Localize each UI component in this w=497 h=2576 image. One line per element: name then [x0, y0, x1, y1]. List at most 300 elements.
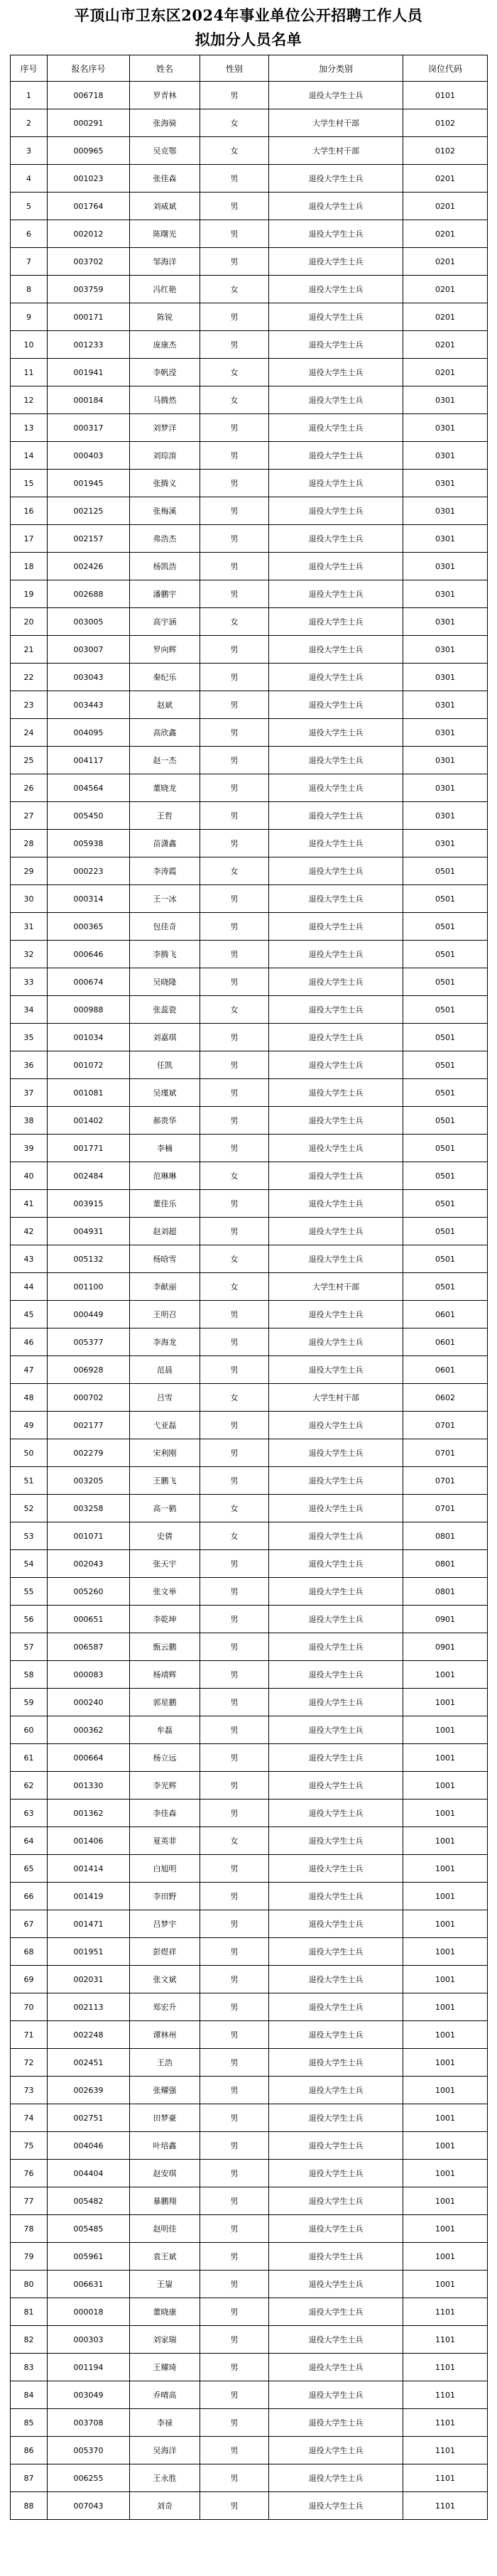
reg-number-cell: 005482 — [48, 2187, 130, 2215]
post-code-cell: 0501 — [403, 1051, 488, 1079]
candidates-table — [10, 55, 488, 2520]
table-row — [11, 276, 488, 303]
name-cell: 袁王斌 — [130, 2243, 200, 2271]
name-cell: 李腾飞 — [130, 941, 200, 968]
bonus-category-cell: 大学生村干部 — [269, 1273, 403, 1301]
bonus-category-cell: 退役大学生士兵 — [269, 2049, 403, 2077]
reg-number-cell: 003043 — [48, 664, 130, 691]
bonus-category-cell: 退役大学生士兵 — [269, 1495, 403, 1522]
table-row — [11, 2077, 488, 2104]
gender-cell: 女 — [200, 109, 269, 137]
bonus-category-cell: 退役大学生士兵 — [269, 2354, 403, 2381]
bonus-category-cell: 退役大学生士兵 — [269, 1800, 403, 1827]
bonus-category-cell: 退役大学生士兵 — [269, 2271, 403, 2298]
row-number-cell: 27 — [11, 802, 48, 830]
reg-number-cell: 002043 — [48, 1550, 130, 1578]
table-row — [11, 303, 488, 331]
reg-number-cell: 003005 — [48, 608, 130, 636]
post-code-cell: 0601 — [403, 1356, 488, 1384]
bonus-category-cell: 退役大学生士兵 — [269, 996, 403, 1024]
reg-number-cell: 002279 — [48, 1439, 130, 1467]
table-row — [11, 636, 488, 664]
row-number-cell: 61 — [11, 1744, 48, 1772]
bonus-category-cell: 退役大学生士兵 — [269, 747, 403, 774]
bonus-category-cell: 退役大学生士兵 — [269, 1301, 403, 1328]
table-row — [11, 1522, 488, 1550]
table-row — [11, 1827, 488, 1855]
table-row — [11, 747, 488, 774]
reg-number-cell: 001419 — [48, 1883, 130, 1910]
table-row — [11, 1993, 488, 2021]
row-number-cell: 71 — [11, 2021, 48, 2049]
bonus-category-cell: 退役大学生士兵 — [269, 1550, 403, 1578]
post-code-cell: 0901 — [403, 1606, 488, 1633]
bonus-category-cell: 退役大学生士兵 — [269, 1744, 403, 1772]
row-number-cell: 74 — [11, 2104, 48, 2132]
post-code-cell: 0301 — [403, 830, 488, 857]
gender-cell: 男 — [200, 1966, 269, 1993]
reg-number-cell: 002484 — [48, 1162, 130, 1190]
table-row — [11, 1218, 488, 1245]
table-row — [11, 331, 488, 359]
post-code-cell: 1001 — [403, 1827, 488, 1855]
row-number-cell: 8 — [11, 276, 48, 303]
gender-cell: 男 — [200, 1633, 269, 1661]
reg-number-cell: 001072 — [48, 1051, 130, 1079]
bonus-category-cell: 退役大学生士兵 — [269, 276, 403, 303]
gender-cell: 女 — [200, 137, 269, 165]
reg-number-cell: 006928 — [48, 1356, 130, 1384]
name-cell: 李佳森 — [130, 1800, 200, 1827]
table-row — [11, 2271, 488, 2298]
gender-cell: 男 — [200, 885, 269, 913]
name-cell: 李楠 — [130, 1135, 200, 1162]
table-row — [11, 1162, 488, 1190]
post-code-cell: 0501 — [403, 1079, 488, 1107]
name-cell: 赵刘超 — [130, 1218, 200, 1245]
row-number-cell: 65 — [11, 1855, 48, 1883]
document-title — [0, 0, 497, 55]
reg-number-cell: 001945 — [48, 470, 130, 497]
bonus-category-cell: 退役大学生士兵 — [269, 359, 403, 386]
row-number-cell: 88 — [11, 2492, 48, 2520]
post-code-cell: 0701 — [403, 1467, 488, 1495]
name-cell: 刘奇 — [130, 2492, 200, 2520]
row-number-cell: 10 — [11, 331, 48, 359]
gender-cell: 男 — [200, 1190, 269, 1218]
reg-number-cell: 000702 — [48, 1384, 130, 1412]
gender-cell: 男 — [200, 1412, 269, 1439]
reg-number-cell: 004117 — [48, 747, 130, 774]
gender-cell: 男 — [200, 1883, 269, 1910]
reg-number-cell: 004095 — [48, 719, 130, 747]
post-code-cell: 1001 — [403, 1910, 488, 1938]
gender-cell: 女 — [200, 1522, 269, 1550]
name-cell: 王永胜 — [130, 2464, 200, 2492]
row-number-cell: 21 — [11, 636, 48, 664]
name-cell: 吕梦宇 — [130, 1910, 200, 1938]
post-code-cell: 1001 — [403, 2187, 488, 2215]
bonus-category-cell: 退役大学生士兵 — [269, 220, 403, 248]
post-code-cell: 0801 — [403, 1578, 488, 1606]
reg-number-cell: 000018 — [48, 2298, 130, 2326]
row-number-cell: 70 — [11, 1993, 48, 2021]
reg-number-cell: 006718 — [48, 82, 130, 109]
bonus-category-cell: 退役大学生士兵 — [269, 82, 403, 109]
reg-number-cell: 000303 — [48, 2326, 130, 2354]
name-cell: 吴克鄂 — [130, 137, 200, 165]
bonus-category-cell: 退役大学生士兵 — [269, 857, 403, 885]
name-cell: 王浩 — [130, 2049, 200, 2077]
row-number-cell: 38 — [11, 1107, 48, 1135]
gender-cell: 男 — [200, 1855, 269, 1883]
row-number-cell: 81 — [11, 2298, 48, 2326]
row-number-cell: 75 — [11, 2132, 48, 2160]
table-row — [11, 2464, 488, 2492]
bonus-category-cell: 退役大学生士兵 — [269, 248, 403, 276]
row-number-cell: 13 — [11, 414, 48, 442]
row-number-cell: 39 — [11, 1135, 48, 1162]
row-number-cell: 57 — [11, 1633, 48, 1661]
reg-number-cell: 001951 — [48, 1938, 130, 1966]
bonus-category-cell: 退役大学生士兵 — [269, 2077, 403, 2104]
reg-number-cell: 004404 — [48, 2160, 130, 2187]
table-row — [11, 2298, 488, 2326]
row-number-cell: 16 — [11, 497, 48, 525]
gender-cell: 男 — [200, 1550, 269, 1578]
post-code-cell: 0501 — [403, 968, 488, 996]
post-code-cell: 0301 — [403, 636, 488, 664]
reg-number-cell: 000317 — [48, 414, 130, 442]
row-number-cell: 9 — [11, 303, 48, 331]
row-number-cell: 85 — [11, 2409, 48, 2437]
post-code-cell: 0201 — [403, 165, 488, 193]
post-code-cell: 1001 — [403, 2077, 488, 2104]
table-row — [11, 470, 488, 497]
bonus-category-cell: 退役大学生士兵 — [269, 1606, 403, 1633]
post-code-cell: 0201 — [403, 359, 488, 386]
post-code-cell: 1001 — [403, 1716, 488, 1744]
table-row — [11, 2215, 488, 2243]
name-cell: 牟磊 — [130, 1716, 200, 1744]
post-code-cell: 1101 — [403, 2381, 488, 2409]
gender-cell: 男 — [200, 2132, 269, 2160]
row-number-cell: 42 — [11, 1218, 48, 1245]
reg-number-cell: 003205 — [48, 1467, 130, 1495]
name-cell: 弗浩杰 — [130, 525, 200, 553]
row-number-cell: 33 — [11, 968, 48, 996]
name-cell: 董晓康 — [130, 2298, 200, 2326]
bonus-category-cell: 退役大学生士兵 — [269, 331, 403, 359]
gender-cell: 男 — [200, 331, 269, 359]
post-code-cell: 1001 — [403, 2160, 488, 2187]
table-row — [11, 1412, 488, 1439]
bonus-category-cell: 退役大学生士兵 — [269, 414, 403, 442]
name-cell: 王明召 — [130, 1301, 200, 1328]
post-code-cell: 0501 — [403, 857, 488, 885]
table-row — [11, 2104, 488, 2132]
post-code-cell: 0801 — [403, 1522, 488, 1550]
reg-number-cell: 001034 — [48, 1024, 130, 1051]
reg-number-cell: 001071 — [48, 1522, 130, 1550]
row-number-cell: 36 — [11, 1051, 48, 1079]
gender-cell: 男 — [200, 2492, 269, 2520]
table-row — [11, 2049, 488, 2077]
name-cell: 马腾然 — [130, 386, 200, 414]
name-cell: 张文举 — [130, 1578, 200, 1606]
reg-number-cell: 002113 — [48, 1993, 130, 2021]
table-row — [11, 608, 488, 636]
row-number-cell: 7 — [11, 248, 48, 276]
post-code-cell: 0501 — [403, 996, 488, 1024]
post-code-cell: 0301 — [403, 608, 488, 636]
row-number-cell: 26 — [11, 774, 48, 802]
reg-number-cell: 003708 — [48, 2409, 130, 2437]
table-row — [11, 719, 488, 747]
row-number-cell: 86 — [11, 2437, 48, 2464]
reg-number-cell: 000083 — [48, 1661, 130, 1689]
table-row — [11, 1245, 488, 1273]
row-number-cell: 25 — [11, 747, 48, 774]
row-number-cell: 77 — [11, 2187, 48, 2215]
gender-cell: 女 — [200, 1384, 269, 1412]
column-header-reg-number: 报名序号 — [48, 55, 130, 82]
post-code-cell: 1001 — [403, 2049, 488, 2077]
row-number-cell: 76 — [11, 2160, 48, 2187]
reg-number-cell: 003443 — [48, 691, 130, 719]
bonus-category-cell: 退役大学生士兵 — [269, 1578, 403, 1606]
reg-number-cell: 003702 — [48, 248, 130, 276]
post-code-cell: 0501 — [403, 1024, 488, 1051]
table-row — [11, 2354, 488, 2381]
table-row — [11, 830, 488, 857]
reg-number-cell: 005377 — [48, 1328, 130, 1356]
gender-cell: 男 — [200, 830, 269, 857]
post-code-cell: 0501 — [403, 1107, 488, 1135]
row-number-cell: 68 — [11, 1938, 48, 1966]
table-row — [11, 220, 488, 248]
bonus-category-cell: 退役大学生士兵 — [269, 2326, 403, 2354]
post-code-cell: 1001 — [403, 1938, 488, 1966]
name-cell: 刘梦洋 — [130, 414, 200, 442]
reg-number-cell: 000651 — [48, 1606, 130, 1633]
reg-number-cell: 004931 — [48, 1218, 130, 1245]
reg-number-cell: 003915 — [48, 1190, 130, 1218]
name-cell: 刘家瑞 — [130, 2326, 200, 2354]
reg-number-cell: 002639 — [48, 2077, 130, 2104]
post-code-cell: 0501 — [403, 1190, 488, 1218]
name-cell: 夏英菲 — [130, 1827, 200, 1855]
post-code-cell: 0501 — [403, 941, 488, 968]
bonus-category-cell: 大学生村干部 — [269, 137, 403, 165]
bonus-category-cell: 退役大学生士兵 — [269, 968, 403, 996]
table-row — [11, 386, 488, 414]
name-cell: 李乾坤 — [130, 1606, 200, 1633]
gender-cell: 男 — [200, 193, 269, 220]
table-row — [11, 941, 488, 968]
reg-number-cell: 001406 — [48, 1827, 130, 1855]
name-cell: 刘琮淯 — [130, 442, 200, 470]
name-cell: 赵斌 — [130, 691, 200, 719]
reg-number-cell: 005450 — [48, 802, 130, 830]
post-code-cell: 0301 — [403, 802, 488, 830]
row-number-cell: 20 — [11, 608, 48, 636]
gender-cell: 男 — [200, 2104, 269, 2132]
row-number-cell: 28 — [11, 830, 48, 857]
gender-cell: 男 — [200, 2049, 269, 2077]
bonus-category-cell: 退役大学生士兵 — [269, 2409, 403, 2437]
reg-number-cell: 002248 — [48, 2021, 130, 2049]
table-row — [11, 1606, 488, 1633]
bonus-category-cell: 退役大学生士兵 — [269, 608, 403, 636]
reg-number-cell: 002177 — [48, 1412, 130, 1439]
post-code-cell: 0301 — [403, 497, 488, 525]
reg-number-cell: 000664 — [48, 1744, 130, 1772]
post-code-cell: 0301 — [403, 580, 488, 608]
name-cell: 董佳乐 — [130, 1190, 200, 1218]
gender-cell: 女 — [200, 857, 269, 885]
post-code-cell: 1001 — [403, 1689, 488, 1716]
gender-cell: 男 — [200, 1744, 269, 1772]
name-cell: 李海龙 — [130, 1328, 200, 1356]
table-row — [11, 2409, 488, 2437]
name-cell: 暴鹏翔 — [130, 2187, 200, 2215]
name-cell: 高欣鑫 — [130, 719, 200, 747]
post-code-cell: 1101 — [403, 2354, 488, 2381]
reg-number-cell: 001941 — [48, 359, 130, 386]
gender-cell: 男 — [200, 2021, 269, 2049]
row-number-cell: 82 — [11, 2326, 48, 2354]
row-number-cell: 44 — [11, 1273, 48, 1301]
name-cell: 庞康杰 — [130, 331, 200, 359]
table-header — [11, 55, 488, 82]
table-row — [11, 857, 488, 885]
name-cell: 乔晴高 — [130, 2381, 200, 2409]
post-code-cell: 0301 — [403, 525, 488, 553]
post-code-cell: 1001 — [403, 1772, 488, 1800]
table-row — [11, 1467, 488, 1495]
gender-cell: 男 — [200, 664, 269, 691]
bonus-category-cell: 退役大学生士兵 — [269, 885, 403, 913]
row-number-cell: 18 — [11, 553, 48, 580]
post-code-cell: 0201 — [403, 248, 488, 276]
table-row — [11, 2021, 488, 2049]
post-code-cell: 0701 — [403, 1439, 488, 1467]
bonus-category-cell: 退役大学生士兵 — [269, 2215, 403, 2243]
row-number-cell: 80 — [11, 2271, 48, 2298]
reg-number-cell: 002426 — [48, 553, 130, 580]
row-number-cell: 15 — [11, 470, 48, 497]
post-code-cell: 0301 — [403, 386, 488, 414]
post-code-cell: 0301 — [403, 719, 488, 747]
name-cell: 李禄 — [130, 2409, 200, 2437]
table-row — [11, 1883, 488, 1910]
row-number-cell: 60 — [11, 1716, 48, 1744]
reg-number-cell: 002688 — [48, 580, 130, 608]
column-header-name: 姓名 — [130, 55, 200, 82]
bonus-category-cell: 退役大学生士兵 — [269, 1522, 403, 1550]
row-number-cell: 41 — [11, 1190, 48, 1218]
reg-number-cell: 005370 — [48, 2437, 130, 2464]
bonus-category-cell: 退役大学生士兵 — [269, 1328, 403, 1356]
bonus-category-cell: 退役大学生士兵 — [269, 636, 403, 664]
post-code-cell: 1001 — [403, 1800, 488, 1827]
name-cell: 张耀强 — [130, 2077, 200, 2104]
name-cell: 白旭明 — [130, 1855, 200, 1883]
gender-cell: 女 — [200, 386, 269, 414]
row-number-cell: 84 — [11, 2381, 48, 2409]
name-cell: 王耀琦 — [130, 2354, 200, 2381]
post-code-cell: 1101 — [403, 2464, 488, 2492]
name-cell: 张天宇 — [130, 1550, 200, 1578]
row-number-cell: 51 — [11, 1467, 48, 1495]
row-number-cell: 83 — [11, 2354, 48, 2381]
gender-cell: 男 — [200, 82, 269, 109]
gender-cell: 女 — [200, 359, 269, 386]
name-cell: 包佳奇 — [130, 913, 200, 941]
reg-number-cell: 005485 — [48, 2215, 130, 2243]
table-row — [11, 1079, 488, 1107]
post-code-cell: 0301 — [403, 414, 488, 442]
post-code-cell: 0601 — [403, 1301, 488, 1328]
reg-number-cell: 002125 — [48, 497, 130, 525]
gender-cell: 男 — [200, 1301, 269, 1328]
name-cell: 叶培鑫 — [130, 2132, 200, 2160]
post-code-cell: 0301 — [403, 774, 488, 802]
row-number-cell: 5 — [11, 193, 48, 220]
name-cell: 王鋆 — [130, 2271, 200, 2298]
post-code-cell: 0501 — [403, 1218, 488, 1245]
gender-cell: 男 — [200, 1606, 269, 1633]
reg-number-cell: 001100 — [48, 1273, 130, 1301]
bonus-category-cell: 退役大学生士兵 — [269, 1412, 403, 1439]
gender-cell: 男 — [200, 2271, 269, 2298]
reg-number-cell: 000365 — [48, 913, 130, 941]
bonus-category-cell: 退役大学生士兵 — [269, 2132, 403, 2160]
bonus-category-cell: 退役大学生士兵 — [269, 1439, 403, 1467]
bonus-category-cell: 退役大学生士兵 — [269, 1135, 403, 1162]
table-row — [11, 165, 488, 193]
name-cell: 赵一杰 — [130, 747, 200, 774]
reg-number-cell: 003049 — [48, 2381, 130, 2409]
gender-cell: 男 — [200, 2409, 269, 2437]
post-code-cell: 0602 — [403, 1384, 488, 1412]
gender-cell: 男 — [200, 2437, 269, 2464]
table-row — [11, 1273, 488, 1301]
name-cell: 范琳琳 — [130, 1162, 200, 1190]
post-code-cell: 0201 — [403, 303, 488, 331]
row-number-cell: 67 — [11, 1910, 48, 1938]
gender-cell: 男 — [200, 2354, 269, 2381]
gender-cell: 男 — [200, 1800, 269, 1827]
gender-cell: 男 — [200, 1024, 269, 1051]
name-cell: 杨晗雪 — [130, 1245, 200, 1273]
post-code-cell: 0301 — [403, 553, 488, 580]
bonus-category-cell: 退役大学生士兵 — [269, 2243, 403, 2271]
name-cell: 王哲 — [130, 802, 200, 830]
gender-cell: 女 — [200, 996, 269, 1024]
reg-number-cell: 001402 — [48, 1107, 130, 1135]
bonus-category-cell: 退役大学生士兵 — [269, 2437, 403, 2464]
name-cell: 郑宏升 — [130, 1993, 200, 2021]
name-cell: 范晨 — [130, 1356, 200, 1384]
post-code-cell: 0701 — [403, 1495, 488, 1522]
name-cell: 刘嘉琪 — [130, 1024, 200, 1051]
bonus-category-cell: 退役大学生士兵 — [269, 1855, 403, 1883]
table-row — [11, 968, 488, 996]
table-body — [11, 82, 488, 2520]
name-cell: 王鹏飞 — [130, 1467, 200, 1495]
